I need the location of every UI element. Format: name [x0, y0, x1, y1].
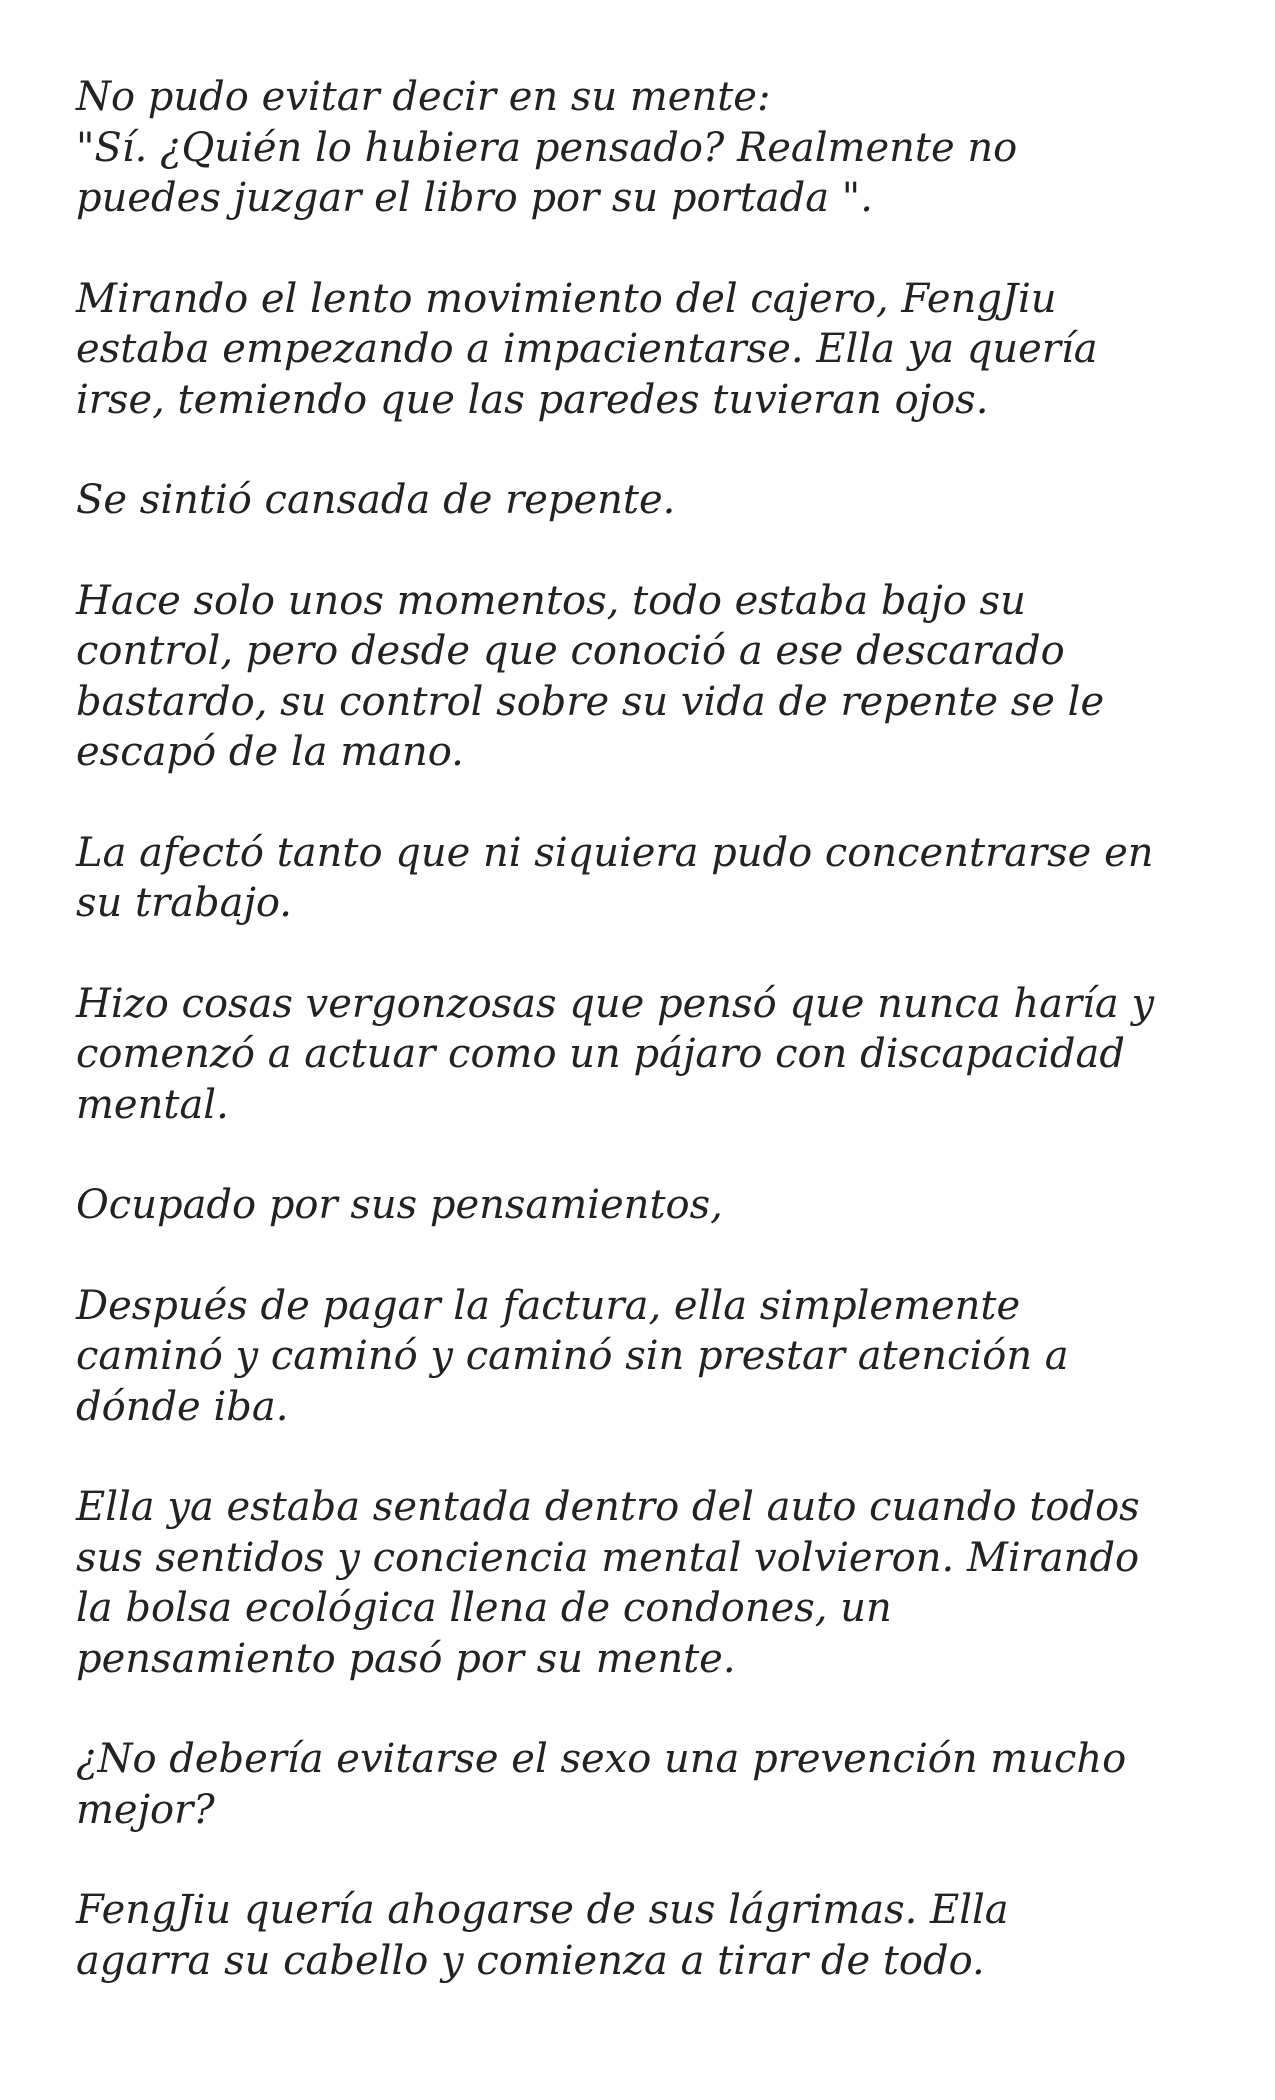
text-line: mental. [76, 1081, 229, 1128]
text-line: escapó de la mano. [76, 729, 464, 775]
paragraph-10 [76, 1734, 1235, 1835]
text-line: "Sí. ¿Quién lo hubiera pensado? Realmente no [76, 124, 1018, 171]
text-line: dónde iba. [76, 1383, 289, 1430]
paragraph-6 [76, 979, 1235, 1131]
text-line: mejor? [76, 1786, 215, 1833]
paragraph-4 [76, 576, 1235, 778]
text-line: puedes juzgar el libro por su portada ". [76, 175, 873, 221]
paragraph-11 [76, 1885, 1235, 1986]
text-line: la bolsa ecológica llena de condones, un [76, 1585, 892, 1631]
text-line: Ella ya estaba sentada dentro del auto cuando todos [76, 1484, 1140, 1530]
paragraph-1 [76, 72, 1235, 224]
text-line: Hace solo unos momentos, todo estaba bajo su [76, 577, 1026, 624]
text-line: FengJiu quería ahogarse de sus lágrimas. Ella [76, 1887, 1009, 1933]
text-line: irse, temiendo que las paredes tuvieran ojos. [76, 376, 989, 423]
text-line: Hizo cosas vergonzosas que pensó que nunca haría y [76, 980, 1155, 1027]
paragraph-9 [76, 1482, 1235, 1684]
text-line: comenzó a actuar como un pájaro con discapacidad [76, 1031, 1125, 1077]
paragraph-3 [76, 475, 1235, 526]
text-line: control, pero desde que conoció a ese descarado [76, 628, 1065, 674]
paragraph-8 [76, 1281, 1235, 1433]
text-line: Mirando el lento movimiento del cajero, FengJiu [76, 275, 1057, 322]
text-line: estaba empezando a impacientarse. Ella ya quería [76, 326, 1098, 372]
text-line: agarra su cabello y comienza a tirar de todo. [76, 1937, 985, 1984]
text-line: su trabajo. [76, 880, 292, 926]
text-line: Se sintió cansada de repente. [76, 477, 676, 523]
text-line: bastardo, su control sobre su vida de repente se le [76, 678, 1105, 725]
text-line: sus sentidos y conciencia mental volvieron. Mirando [76, 1534, 1140, 1581]
text-line: Después de pagar la factura, ella simplemente [76, 1282, 1021, 1329]
text-line: ¿No debería evitarse el sexo una prevención mucho [76, 1736, 1127, 1782]
paragraph-5 [76, 828, 1235, 929]
paragraph-7 [76, 1180, 1235, 1231]
paragraph-2 [76, 274, 1235, 426]
text-line: pensamiento pasó por su mente. [76, 1635, 736, 1682]
text-line: No pudo evitar decir en su mente: [76, 74, 771, 120]
text-line: La afectó tanto que ni siquiera pudo concentrarse en [76, 829, 1154, 876]
text-line: Ocupado por sus pensamientos, [76, 1182, 723, 1228]
body-text [76, 72, 1235, 1986]
text-line: caminó y caminó y caminó sin prestar atención a [76, 1333, 1069, 1379]
